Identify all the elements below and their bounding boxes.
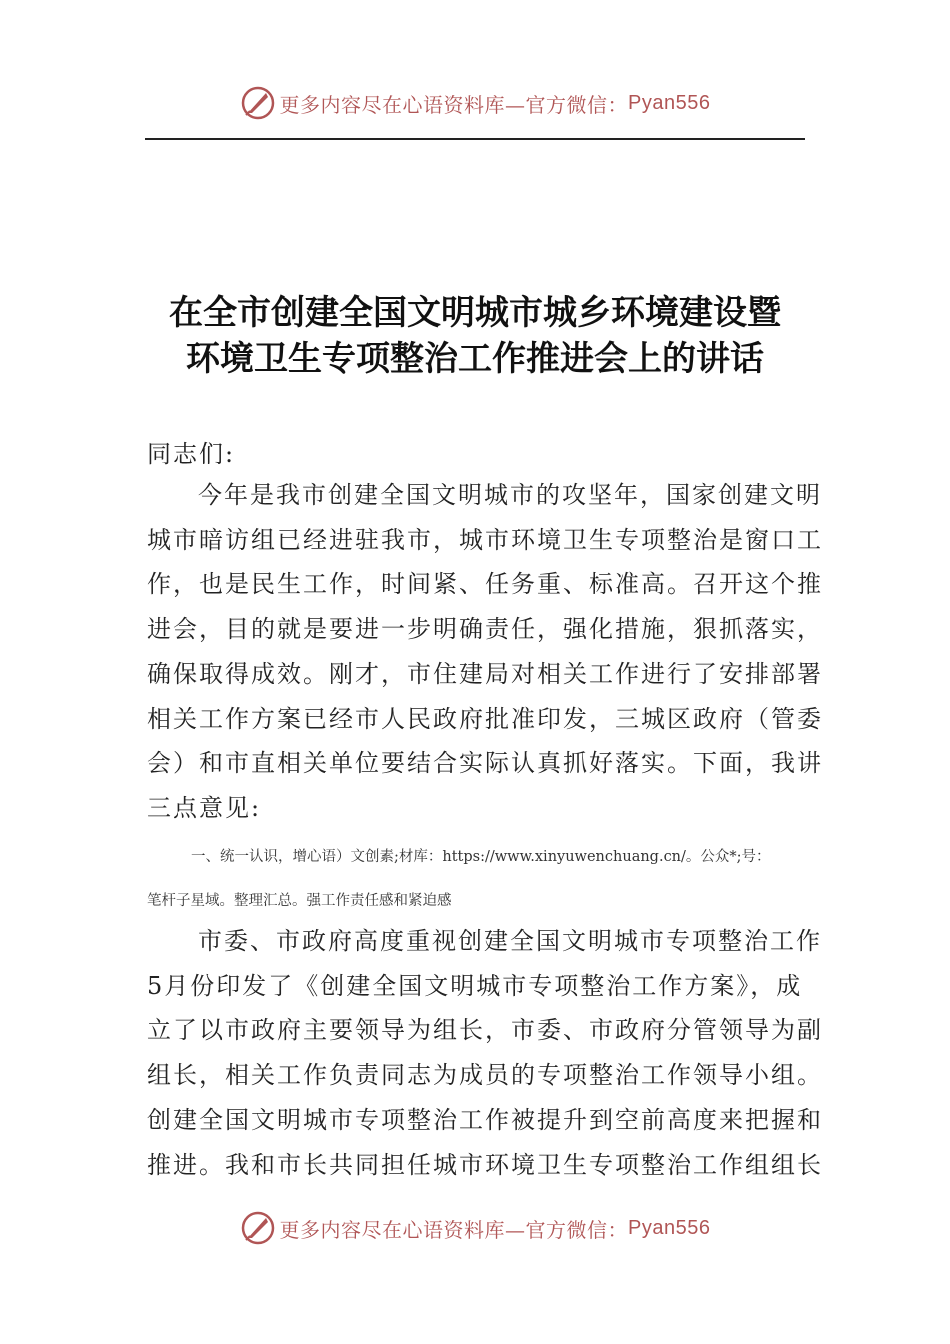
paragraph-line: 创建全国文明城市专项整治工作被提升到空前高度来把握和 bbox=[147, 1105, 823, 1134]
quill-logo-icon bbox=[240, 1210, 276, 1246]
paragraph-1 bbox=[147, 473, 823, 831]
paragraph-line: 三点意见: bbox=[147, 793, 262, 822]
paragraph-line: 相关工作方案已经市人民政府批准印发，三城区政府（管委 bbox=[147, 704, 823, 733]
title-line-1: 在全市创建全国文明城市城乡环境建设暨 bbox=[169, 293, 781, 333]
paragraph-line: 作，也是民生工作，时间紧、任务重、标准高。召开这个推 bbox=[147, 570, 823, 599]
paragraph-2 bbox=[147, 919, 823, 1187]
paragraph-line: 组长，相关工作负责同志为成员的专项整治工作领导小组。 bbox=[147, 1061, 823, 1090]
paragraph-line: 进会，目的就是要进一步明确责任，强化措施，狠抓落实， bbox=[147, 615, 823, 644]
footer-banner bbox=[0, 1208, 950, 1248]
paragraph-line: 今年是我市创建全国文明城市的攻坚年，国家创建文明 bbox=[198, 481, 822, 509]
paragraph-line: 会）和市直相关单位要结合实际认真抓好落实。下面，我讲 bbox=[147, 749, 823, 778]
paragraph-line: 5月份印发了《创建全国文明城市专项整治工作方案》，成 bbox=[147, 971, 803, 1000]
document-title bbox=[100, 290, 850, 382]
footer-banner-brand: Pyan556 bbox=[628, 1216, 711, 1239]
section-heading-line-2: 笔杆子星域。整理汇总。强工作责任感和紧迫感 bbox=[147, 893, 452, 909]
header-banner bbox=[0, 83, 950, 123]
paragraph-line: 确保取得成效。刚才，市住建局对相关工作进行了安排部署 bbox=[147, 659, 823, 688]
greeting: 同志们: bbox=[147, 440, 236, 468]
quill-logo-icon bbox=[240, 85, 276, 121]
header-banner-brand: Pyan556 bbox=[628, 91, 711, 114]
title-line-2: 环境卫生专项整治工作推进会上的讲话 bbox=[186, 339, 764, 379]
footer-banner-text: 更多内容尽在心语资料库—官方微信： bbox=[279, 1217, 629, 1242]
section-heading-line-1: 一、统一认识，增心语）文创素;材库：https://www.xinyuwenchuang.cn/。公众*;号： bbox=[191, 849, 771, 865]
paragraph-line: 推进。我和市长共同担任城市环境卫生专项整治工作组组长 bbox=[147, 1150, 823, 1179]
paragraph-line: 市委、市政府高度重视创建全国文明城市专项整治工作 bbox=[198, 927, 822, 955]
paragraph-line: 城市暗访组已经进驻我市，城市环境卫生专项整治是窗口工 bbox=[147, 525, 823, 554]
header-divider bbox=[145, 138, 805, 140]
header-banner-text: 更多内容尽在心语资料库—官方微信： bbox=[279, 92, 629, 117]
paragraph-line: 立了以市政府主要领导为组长，市委、市政府分管领导为副 bbox=[147, 1016, 823, 1045]
